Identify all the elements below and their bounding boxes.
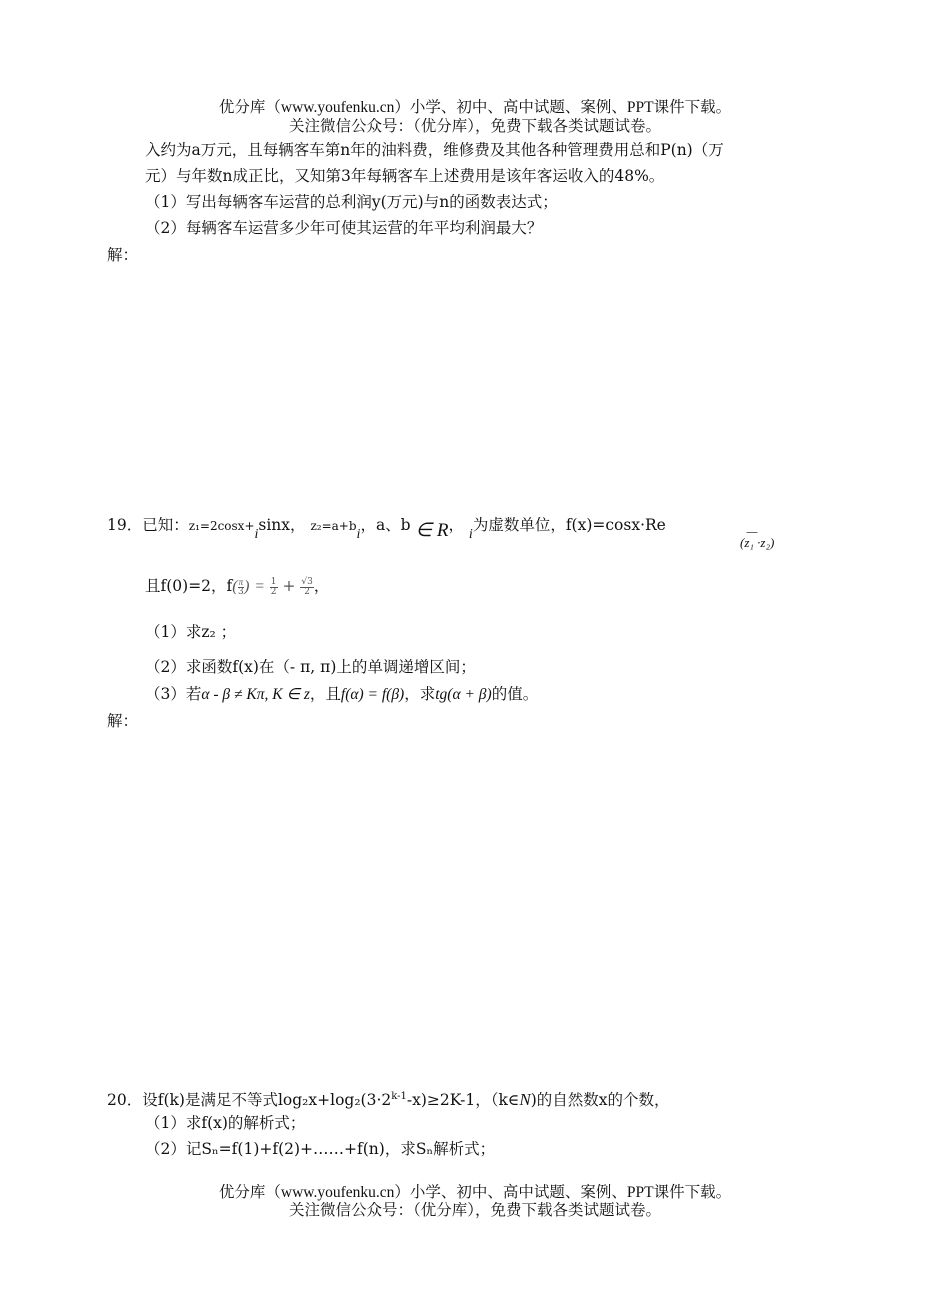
re-argument: (z₁ ·z₂)	[740, 535, 775, 550]
in-real-set: ∈ R	[415, 520, 449, 541]
header-line-1: 优分库（www.youfenku.cn）小学、初中、高中试题、案例、PPT课件下载。	[218, 99, 732, 116]
q20-line-1	[107, 1087, 670, 1110]
q19-part3-end: 的值。	[491, 685, 539, 703]
imaginary-unit-1: i	[254, 527, 259, 542]
q19-comma: ，	[448, 516, 464, 534]
footer-line-2: 关注微信公众号：（优分库），免费下载各类试题试卷。	[288, 1202, 661, 1219]
footer-line-1: 优分库（www.youfenku.cn）小学、初中、高中试题、案例、PPT课件下载。	[218, 1184, 732, 1201]
q20-exponent: k-1	[391, 1091, 407, 1102]
q19-part3-condition: α - β ≠ Kπ, K ∈ z	[201, 686, 310, 703]
q18-solution-label: 解：	[107, 246, 139, 264]
q20-part-1: （1）求f(x)的解析式；	[145, 1114, 306, 1132]
q19-part-2: （2）求函数f(x)在（- π, π)上的单调递增区间；	[145, 658, 476, 676]
q19-unit-text: 为虚数单位，f(x)=cosx·Re	[472, 516, 666, 534]
q19-z2: z₂=a+b	[310, 519, 357, 533]
q19-ab: ，a、b	[360, 516, 411, 534]
q20-text-c: )的自然数x的个数，	[530, 1091, 670, 1109]
q19-lead: 已知：	[142, 516, 189, 534]
fraction-pi-over-3: $\frac{\pi}{3}$	[238, 576, 244, 597]
q19-part3-mid: ，且	[309, 685, 341, 703]
q18-line-2: 元）与年数n成正比，又知第3年每辆客车上述费用是该年客运收入的48%。	[145, 167, 665, 185]
conjugate-bar: —	[746, 525, 758, 539]
q19-number: 19．	[107, 516, 143, 534]
plus-sign: +	[282, 577, 296, 595]
equals-sign: =	[254, 578, 265, 595]
q19-part3-ask: ，求	[404, 685, 436, 703]
q19-solution-label: 解：	[107, 712, 139, 730]
q18-part-2: （2）每辆客车运营多少年可使其运营的年平均利润最大？	[145, 219, 543, 237]
fraction-root3-over-2: $\frac{√3}{2}$	[301, 576, 313, 597]
imaginary-unit-2: i	[356, 527, 361, 542]
q19-part3-prefix: （3）若	[145, 685, 202, 703]
q19-line-1	[107, 515, 666, 542]
q19-cond-suffix: ，	[313, 577, 330, 595]
q20-text-a: 设f(k)是满足不等式log₂x+log₂(3·2	[142, 1091, 392, 1109]
q20-text-b: -x)≥2K-1，（k∈	[406, 1091, 520, 1109]
q19-cond-prefix: 且f(0)=2，f	[145, 577, 233, 595]
imaginary-unit-3: i	[468, 527, 473, 542]
q19-condition: 且f(0)=2，f( $\frac{\pi}{3}$ ) = $\frac{1}{2}$ + $\frac{√3}{2}$ ，	[145, 576, 330, 597]
q18-line-1: 入约为a万元，且每辆客车第n年的油料费，维修费及其他各种管理费用总和P(n)（万	[145, 141, 724, 159]
fraction-one-half: $\frac{1}{2}$	[270, 576, 277, 597]
q20-part-2: （2）记Sₙ=f(1)+f(2)+……+f(n)，求Sₙ解析式；	[145, 1140, 496, 1158]
q19-part3-expression: tg(α + β)	[435, 686, 492, 703]
q19-part-3	[145, 684, 538, 705]
header-line-2: 关注微信公众号：（优分库），免费下载各类试题试卷。	[288, 118, 661, 135]
q19-part-1: （1）求z₂ ；	[145, 623, 237, 641]
q20-number: 20．	[107, 1091, 143, 1109]
q19-sinx: sinx，	[258, 516, 306, 534]
q19-z1: z₁=2cosx+	[188, 519, 255, 533]
natural-numbers-set: N	[519, 1090, 531, 1109]
q19-part3-equation: f(α) = f(β)	[340, 686, 405, 703]
q18-part-1: （1）写出每辆客车运营的总利润y(万元)与n的函数表达式；	[145, 193, 558, 211]
